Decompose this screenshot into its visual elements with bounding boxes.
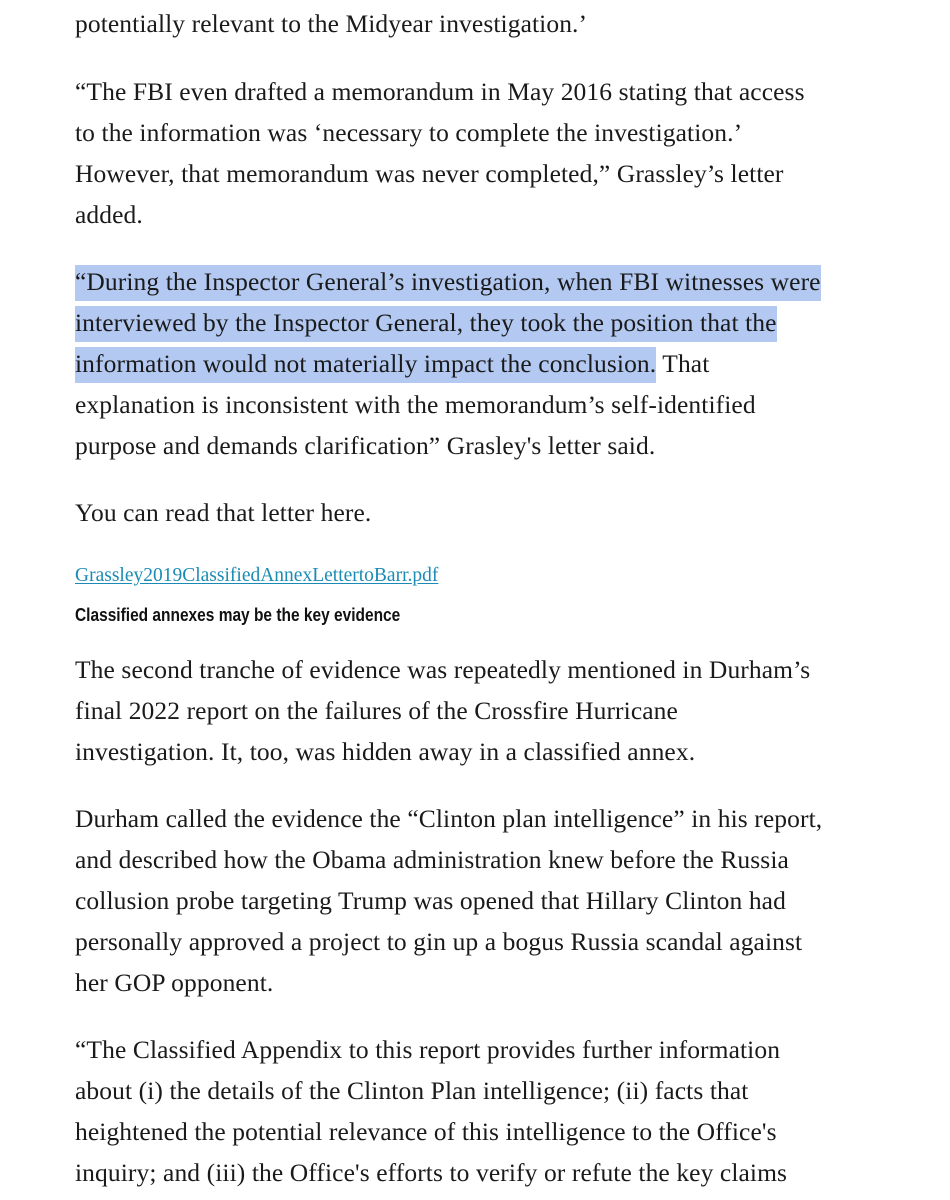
text-line: However, that memorandum was never completed,” Grassley’s letter xyxy=(75,159,784,188)
text-line xyxy=(75,261,821,302)
text-line: added. xyxy=(75,200,143,229)
text-line: to the information was ‘necessary to complete the investigation.’ xyxy=(75,118,743,147)
paragraph-inspector-general xyxy=(75,261,821,466)
text-line: purpose and demands clarification” Grasley's letter said. xyxy=(75,431,656,460)
text-line: explanation is inconsistent with the memorandum’s self-identified xyxy=(75,390,756,419)
text-line: about (i) the details of the Clinton Plan intelligence; (ii) facts that xyxy=(75,1076,749,1105)
text-line: final 2022 report on the failures of the Crossfire Hurricane xyxy=(75,696,678,725)
text-line: inquiry; and (iii) the Office's efforts to verify or refute the key claims xyxy=(75,1158,788,1187)
text-line: heightened the potential relevance of this intelligence to the Office's xyxy=(75,1117,777,1146)
text-line xyxy=(75,343,821,384)
selected-text[interactable]: information would not materially impact the conclusion. xyxy=(75,347,656,383)
paragraph-clinton-plan xyxy=(75,798,822,1003)
paragraph-read-letter xyxy=(75,492,371,533)
text-line: personally approved a project to gin up a bogus Russia scandal against xyxy=(75,927,803,956)
paragraph-fbi-memorandum xyxy=(75,71,805,235)
text-line: investigation. It, too, was hidden away in a classified annex. xyxy=(75,737,696,766)
selected-text[interactable]: “During the Inspector General’s investigation, when FBI witnesses were xyxy=(75,265,821,301)
paragraph-midyear xyxy=(75,3,587,44)
text-line: You can read that letter here. xyxy=(75,498,372,527)
pdf-document-link[interactable]: Grassley2019ClassifiedAnnexLettertoBarr.pdf xyxy=(75,565,439,586)
selected-text[interactable]: interviewed by the Inspector General, they took the position that the xyxy=(75,306,777,342)
text-line: and described how the Obama administration knew before the Russia xyxy=(75,845,789,874)
paragraph-classified-appendix xyxy=(75,1029,787,1193)
text-line: The second tranche of evidence was repeatedly mentioned in Durham’s xyxy=(75,655,811,684)
text-line: her GOP opponent. xyxy=(75,968,274,997)
text-line: “The Classified Appendix to this report provides further information xyxy=(75,1035,781,1064)
section-subheading: Classified annexes may be the key evidence xyxy=(75,605,401,625)
unselected-text: That xyxy=(656,349,710,378)
text-line: Durham called the evidence the “Clinton plan intelligence” in his report, xyxy=(75,804,823,833)
text-line: collusion probe targeting Trump was opened that Hillary Clinton had xyxy=(75,886,786,915)
paragraph-second-tranche xyxy=(75,649,810,772)
text-line: potentially relevant to the Midyear investigation.’ xyxy=(75,9,588,38)
text-line xyxy=(75,302,821,343)
text-line: “The FBI even drafted a memorandum in May 2016 stating that access xyxy=(75,77,805,106)
